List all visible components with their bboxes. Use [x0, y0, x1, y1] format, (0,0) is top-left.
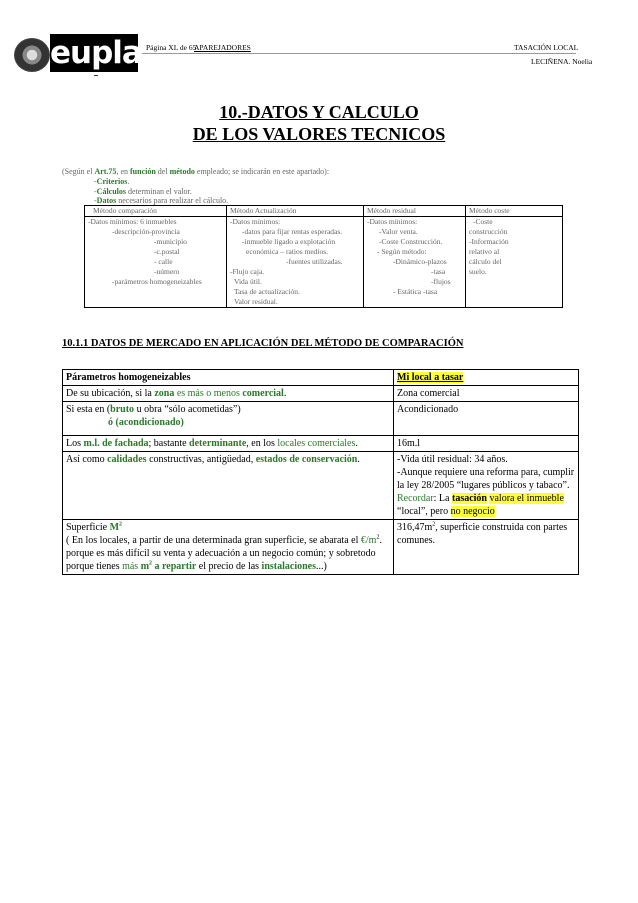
eupla-logo: eupla — [50, 35, 142, 71]
params-fachada-right: 16m.l — [394, 436, 579, 452]
params-header-right — [394, 370, 579, 386]
methods-col-residual: -Datos mínimos: -Valor venta. -Coste Construcción. - Según método: -Dinámico-plazos -tasa -flujos - Estática -tasa — [364, 217, 466, 308]
section-heading: 10.1.1 DATOS DE MERCADO EN APLICACIÓN DEL MÉTODO DE COMPARACIÓN — [62, 338, 464, 349]
params-header-left: Párametros homogeneizables — [63, 370, 394, 386]
methods-col-comparacion: -Datos mínimos: 6 inmuebles -descripción-provincia -municipio -c.postal - calle -número -parámetros homogeneizables — [85, 217, 227, 308]
header-metodo-coste: Método coste — [466, 206, 563, 217]
params-calidades-left: Así como calidades constructivas, antigüedad, estados de conservación. — [63, 452, 394, 520]
params-row-fachada — [63, 436, 579, 452]
params-calidades-right: -Vida útil residual: 34 años. -Aunque requiere una reforma para, cumplir la ley 28/2005 “lugares públicos y tabaco”. Recordar: La tasación valora el inmueble “local”, pero no negocio — [394, 452, 579, 520]
header-center-label: APAREJADORES — [194, 43, 251, 52]
params-header-row — [63, 370, 579, 386]
university-seal-icon — [14, 38, 50, 72]
intro-bullet-criterios: -Criterios. — [94, 177, 130, 186]
header-author-label: LECIÑENA. Noelia — [531, 57, 593, 66]
header-metodo-comparacion: Método comparación — [85, 206, 227, 217]
header-rule-divider — [142, 53, 576, 54]
params-ubicacion-right: Zona comercial — [394, 386, 579, 402]
parameters-table — [62, 369, 579, 575]
header-metodo-actualizacion: Método Actualización — [227, 206, 364, 217]
intro-bullet-calculos: -Cálculos determinan el valor. — [94, 187, 192, 196]
params-estado-left: Si esta en (bruto u obra “sólo acometidas”) ó (acondicionado) — [63, 402, 394, 436]
methods-table — [84, 205, 563, 308]
params-row-calidades — [63, 452, 579, 520]
params-row-estado — [63, 402, 579, 436]
page-title-line2: DE LOS VALORES TECNICOS — [192, 124, 446, 144]
params-row-ubicacion — [63, 386, 579, 402]
methods-col-coste: -Coste construcción -Información relativo al cálculo del suelo. — [466, 217, 563, 308]
methods-col-actualizacion: -Datos mínimos: -datos para fijar rentas esperadas. -inmueble ligado a explotación económica – ratios medios. -fuentes utilizadas. -Flujo caja. Vida útil. Tasa de actualización. Valor residual. — [227, 217, 364, 308]
logo-underline-divider — [94, 75, 98, 76]
methods-table-header-row — [85, 206, 563, 217]
header-metodo-residual: Método residual — [364, 206, 466, 217]
page-number-label: Página XL de 65 — [146, 43, 197, 52]
params-ubicacion-left: De su ubicación, si la zona es más o menos comercial. — [63, 386, 394, 402]
page-title-line1: 10.-DATOS Y CALCULO — [219, 102, 419, 122]
methods-table-body-row — [85, 217, 563, 308]
intro-bullet-datos: -Datos necesarios para realizar el cálculo. — [94, 196, 229, 205]
params-fachada-left: Los m.l. de fachada; bastante determinante, en los locales comerciales. — [63, 436, 394, 452]
mi-local-highlight: Mi local a tasar — [397, 372, 464, 383]
header-right-label: TASACIÓN LOCAL — [514, 43, 579, 52]
params-estado-right: Acondicionado — [394, 402, 579, 436]
params-row-superficie — [63, 520, 579, 575]
params-superficie-right: $316,47m^2$, superficie construida con partes comunes. — [394, 520, 579, 575]
params-superficie-left: Superficie $M^2$ ( En los locales, a partir de una determinada gran superficie, se abarata el $€/m^2$. porque es más difícil su venta y adecuación a un negocio común; y sobretodo porque tienes más $m^2$ a repartir el precio de las instalaciones...) — [63, 520, 394, 575]
intro-paragraph: (Según el Art.75, en función del método empleado; se indicarán en este apartado): — [62, 167, 330, 176]
